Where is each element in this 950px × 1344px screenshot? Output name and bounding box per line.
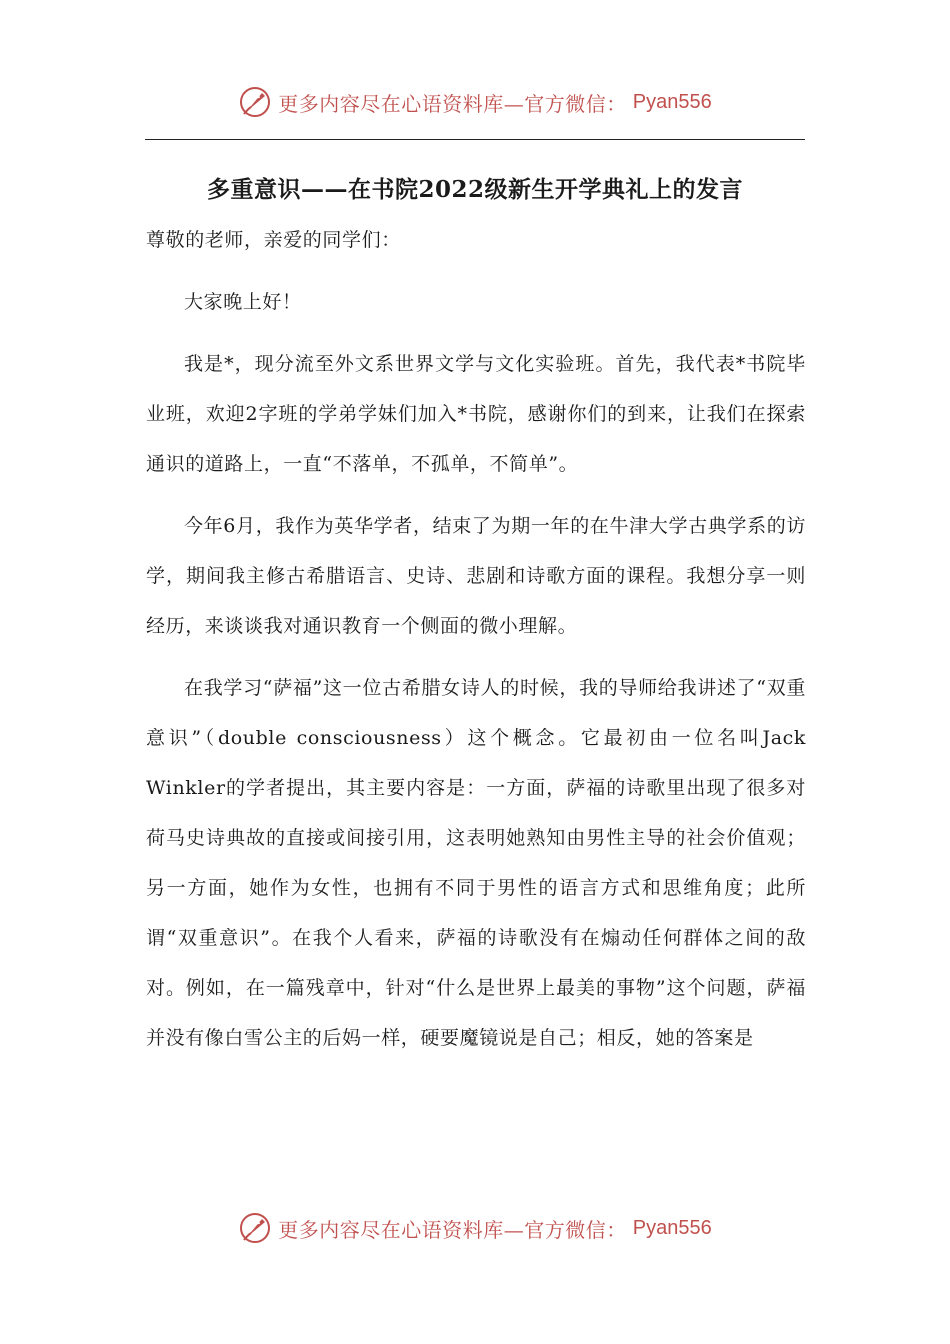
document-body	[146, 215, 806, 1075]
header-divider	[145, 139, 805, 140]
header-wechat-id: Pyan556	[632, 90, 712, 113]
footer-banner	[0, 1208, 950, 1248]
footer-wechat-id: Pyan556	[632, 1216, 712, 1239]
paragraph: 今年6月，我作为英华学者，结束了为期一年的在牛津大学古典学系的访学，期间我主修古希腊语言、史诗、悲剧和诗歌方面的课程。我想分享一则经历，来谈谈我对通识教育一个侧面的微小理解。	[146, 515, 806, 637]
paragraph: 在我学习“萨福”这一位古希腊女诗人的时候，我的导师给我讲述了“双重意识”（double consciousness）这个概念。它最初由一位名叫Jack Winkler的学者提出，其主要内容是：一方面，萨福的诗歌里出现了很多对荷马史诗典故的直接或间接引用，这表明她熟知由男性主导的社会价值观；另一方面，她作为女性，也拥有不同于男性的语言方式和思维角度；此所谓“双重意识”。在我个人看来，萨福的诗歌没有在煽动任何群体之间的敌对。例如，在一篇残章中，针对“什么是世界上最美的事物”这个问题，萨福并没有像白雪公主的后妈一样，硬要魔镜说是自己；相反，她的答案是	[146, 677, 806, 1049]
document-title: 多重意识——在书院2022级新生开学典礼上的发言	[206, 176, 743, 204]
header-banner	[0, 82, 950, 122]
quill-logo-icon	[238, 85, 272, 119]
header-promo-text: 更多内容尽在心语资料库—官方微信：	[278, 91, 627, 116]
paragraph: 大家晚上好！	[184, 291, 302, 313]
paragraph: 我是*，现分流至外文系世界文学与文化实验班。首先，我代表*书院毕业班，欢迎2字班的学弟学妹们加入*书院，感谢你们的到来，让我们在探索通识的道路上，一直“不落单，不孤单，不简单”。	[146, 353, 806, 475]
salutation: 尊敬的老师，亲爱的同学们：	[146, 229, 401, 251]
quill-logo-icon	[238, 1211, 272, 1245]
footer-promo-text: 更多内容尽在心语资料库—官方微信：	[278, 1217, 627, 1242]
